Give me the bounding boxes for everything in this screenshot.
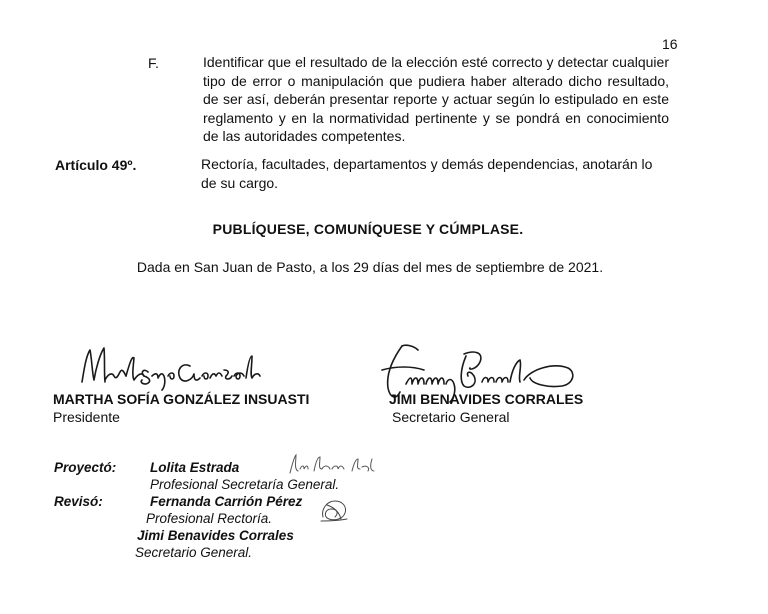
paraph-lolita-estrada: [284, 451, 384, 477]
date-line: Dada en San Juan de Pasto, a los 29 días del mes de septiembre de 2021.: [136, 259, 604, 275]
item-text: Identificar que el resultado de la elección esté correcto y detectar cualquier tipo de error o manipulación que pudiera haber alterado dicho resultado, de ser así, deberán presentar reporte y actuar según lo estipulado en este reglamento y en la normatividad pertinente y se pondrá en conocimiento de las autoridades competentes.: [203, 54, 669, 144]
reviewed-label: Revisó:: [54, 494, 103, 509]
signer-name-secretary: JIMI BENAVIDES CORRALES: [389, 391, 584, 407]
item-label: F.: [148, 55, 159, 71]
projected-role: Profesional Secretaría General.: [150, 477, 340, 492]
reviewer2-role: Secretario General.: [135, 545, 253, 560]
closing-statement: PUBLÍQUESE, COMUNÍQUESE Y CÚMPLASE.: [212, 221, 524, 237]
reviewer1-role: Profesional Rectoría.: [146, 511, 273, 526]
reviewer2-name: Jimi Benavides Corrales: [137, 528, 294, 543]
signer-name-president: MARTHA SOFÍA GONZÁLEZ INSUASTI: [53, 391, 310, 407]
signer-role-president: Presidente: [53, 409, 120, 425]
article-label: Artículo 49º.: [55, 157, 137, 173]
signer-role-secretary: Secretario General: [392, 409, 510, 425]
paraph-fernanda-carrion: [317, 497, 351, 525]
projected-label: Proyectó:: [54, 460, 117, 475]
projected-name: Lolita Estrada: [150, 460, 240, 475]
page-number: 16: [662, 36, 678, 52]
signature-martha-gonzalez: [78, 342, 278, 392]
article-text: Rectoría, facultades, departamentos y demás dependencias, anotarán lo de su cargo.: [201, 156, 653, 191]
reviewer1-name: Fernanda Carrión Pérez: [150, 494, 303, 509]
